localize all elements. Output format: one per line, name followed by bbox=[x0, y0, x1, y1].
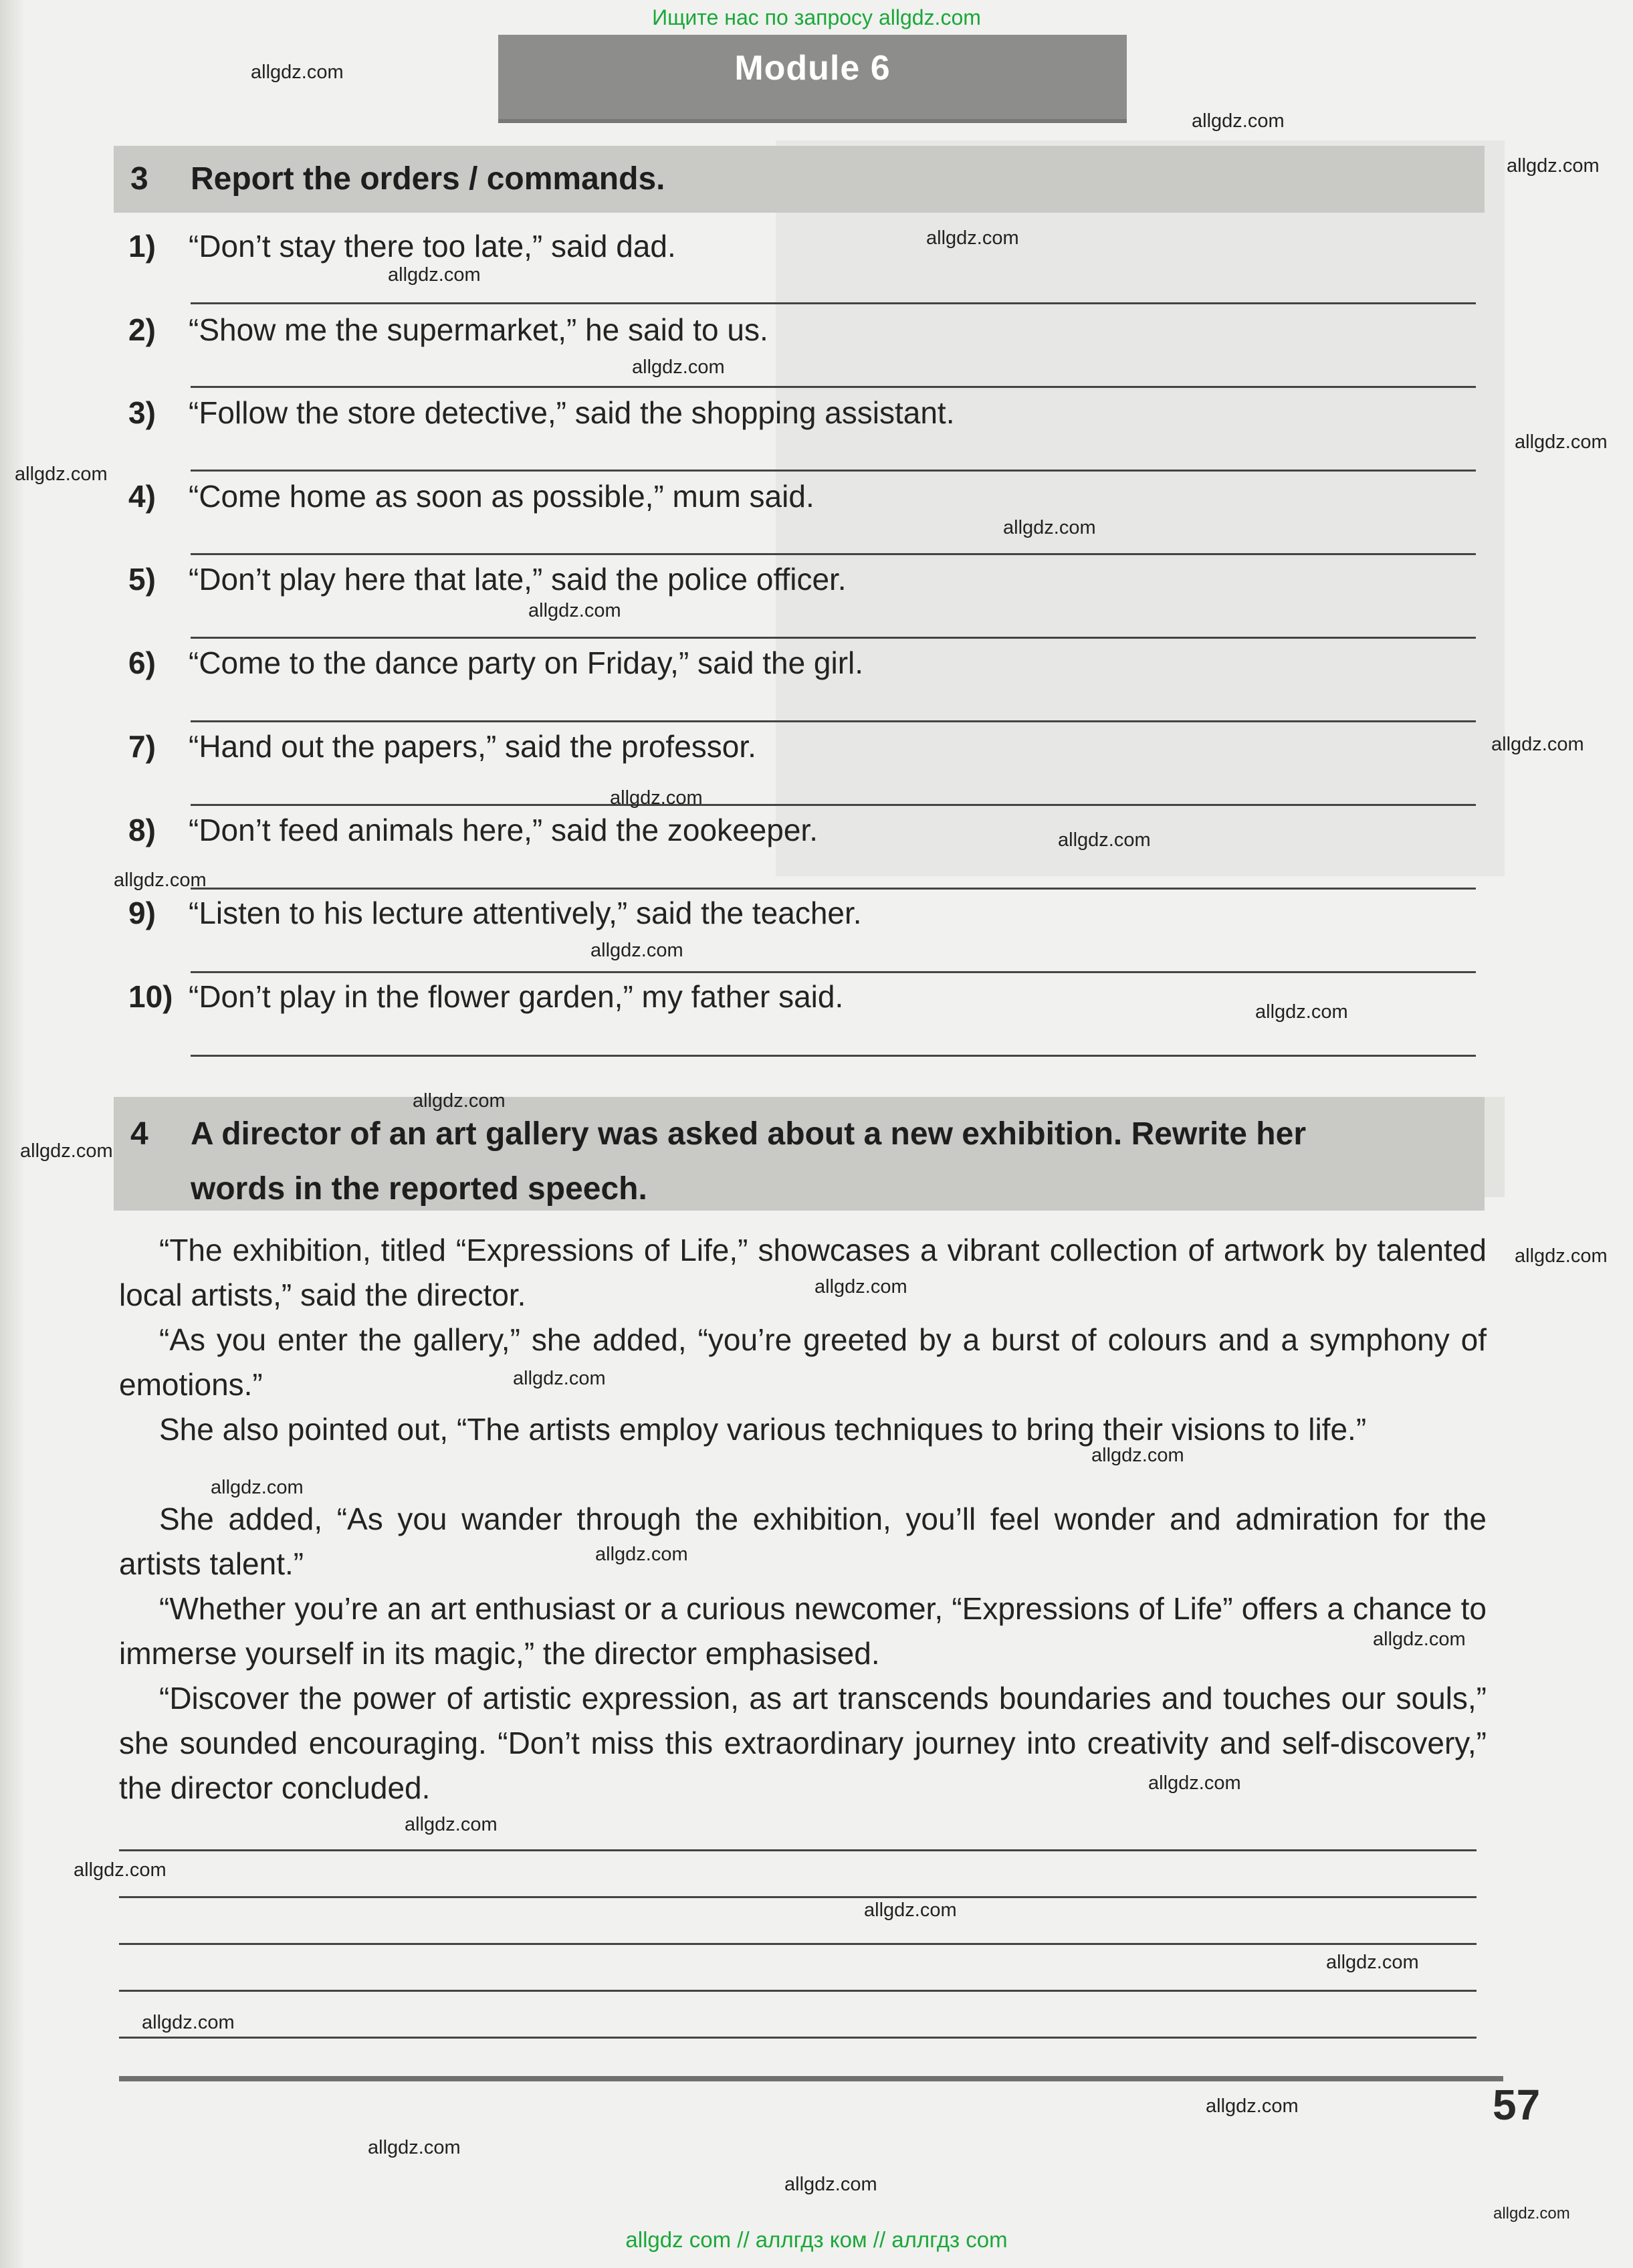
watermark: allgdz.com bbox=[1326, 1952, 1419, 1973]
top-banner[interactable]: Ищите нас по запросу allgdz.com bbox=[652, 5, 981, 29]
item-number: 7) bbox=[128, 729, 156, 764]
watermark: allgdz.com bbox=[20, 1140, 113, 1162]
watermark: allgdz.com bbox=[1493, 2204, 1570, 2223]
answer-line-6[interactable] bbox=[191, 720, 1476, 722]
item-text: “Don’t play here that late,” said the police officer. bbox=[189, 562, 847, 597]
answer-line-7[interactable] bbox=[191, 804, 1476, 806]
exercise-3-item bbox=[128, 311, 768, 348]
item-text: “Show me the supermarket,” he said to us. bbox=[189, 312, 768, 347]
watermark: allgdz.com bbox=[1058, 829, 1151, 851]
answer-line-3[interactable] bbox=[191, 470, 1476, 472]
item-text: “Don’t feed animals here,” said the zookeeper. bbox=[189, 813, 818, 847]
watermark: allgdz.com bbox=[413, 1090, 506, 1112]
watermark: allgdz.com bbox=[926, 227, 1019, 249]
watermark: allgdz.com bbox=[211, 1477, 304, 1498]
page-edge-shadow bbox=[0, 0, 25, 2268]
answer-line-ex4-1[interactable] bbox=[119, 1849, 1477, 1851]
watermark: allgdz.com bbox=[864, 1899, 957, 1921]
watermark: allgdz.com bbox=[368, 2137, 461, 2158]
watermark: allgdz.com bbox=[590, 940, 683, 961]
exercise-3-item bbox=[128, 394, 955, 431]
watermark: allgdz.com bbox=[1206, 2095, 1299, 2117]
exercise-4-title-line-2: words in the reported speech. bbox=[191, 1171, 647, 1207]
exercise-3-title: Report the orders / commands. bbox=[191, 161, 665, 197]
bleed-through-area bbox=[776, 140, 1505, 876]
exercise-3-item bbox=[128, 811, 818, 849]
item-number: 3) bbox=[128, 395, 156, 430]
exercise-4-paragraph: She also pointed out, “The artists employ various techniques to bring their visions to life.” bbox=[159, 1412, 1367, 1447]
bottom-banner[interactable]: allgdz com // аллгдз ком // аллгдз com bbox=[625, 2227, 1008, 2252]
watermark: allgdz.com bbox=[595, 1544, 688, 1565]
watermark: allgdz.com bbox=[513, 1368, 606, 1389]
watermark: allgdz.com bbox=[251, 62, 344, 83]
page-number: 57 bbox=[1493, 2081, 1541, 2129]
exercise-3-item bbox=[128, 478, 814, 515]
item-number: 1) bbox=[128, 229, 156, 264]
exercise-3-number: 3 bbox=[130, 161, 148, 197]
watermark: allgdz.com bbox=[74, 1859, 167, 1881]
exercise-3-item bbox=[128, 227, 676, 265]
item-number: 6) bbox=[128, 645, 156, 680]
watermark: allgdz.com bbox=[1255, 1001, 1348, 1023]
watermark: allgdz.com bbox=[388, 264, 481, 286]
exercise-3-item bbox=[128, 894, 862, 932]
exercise-3-item bbox=[128, 978, 843, 1015]
item-number: 8) bbox=[128, 813, 156, 847]
watermark: allgdz.com bbox=[1507, 155, 1600, 177]
item-number: 4) bbox=[128, 479, 156, 514]
footer-rule bbox=[119, 2076, 1503, 2081]
answer-line-9[interactable] bbox=[191, 971, 1476, 973]
answer-line-1[interactable] bbox=[191, 302, 1476, 304]
watermark: allgdz.com bbox=[1091, 1445, 1184, 1466]
watermark: allgdz.com bbox=[784, 2174, 877, 2195]
answer-line-5[interactable] bbox=[191, 637, 1476, 639]
watermark: allgdz.com bbox=[1192, 110, 1285, 132]
item-text: “Listen to his lecture attentively,” said the teacher. bbox=[189, 896, 862, 930]
item-text: “Don’t play in the flower garden,” my father said. bbox=[189, 979, 844, 1014]
answer-line-2[interactable] bbox=[191, 386, 1476, 388]
watermark: allgdz.com bbox=[610, 787, 703, 809]
item-text: “Come home as soon as possible,” mum said. bbox=[189, 479, 814, 514]
exercise-3-item bbox=[128, 644, 863, 682]
watermark: allgdz.com bbox=[114, 869, 207, 891]
watermark: allgdz.com bbox=[1515, 1245, 1608, 1267]
item-number: 10) bbox=[128, 979, 173, 1014]
exercise-3-item bbox=[128, 560, 847, 598]
module-title: Module 6 bbox=[734, 49, 891, 88]
exercise-4-number: 4 bbox=[130, 1116, 148, 1152]
item-number: 5) bbox=[128, 562, 156, 597]
item-number: 9) bbox=[128, 896, 156, 930]
item-text: “Come to the dance party on Friday,” said the girl. bbox=[189, 645, 864, 680]
answer-line-4[interactable] bbox=[191, 553, 1476, 555]
answer-line-8[interactable] bbox=[191, 888, 1476, 890]
watermark: allgdz.com bbox=[1003, 517, 1096, 538]
watermark: allgdz.com bbox=[632, 356, 725, 378]
watermark: allgdz.com bbox=[142, 2012, 235, 2033]
item-number: 2) bbox=[128, 312, 156, 347]
item-text: “Hand out the papers,” said the professor. bbox=[189, 729, 756, 764]
answer-line-ex4-4[interactable] bbox=[119, 1990, 1477, 1992]
exercise-4-paragraph: “The exhibition, titled “Expressions of Life,” showcases a vibrant collection of artwork by talented local artists,” said the director. bbox=[119, 1233, 1487, 1312]
exercise-4-paragraph: She added, “As you wander through the exhibition, you’ll feel wonder and admiration for the artists talent.” bbox=[119, 1502, 1487, 1581]
watermark: allgdz.com bbox=[528, 600, 621, 621]
watermark: allgdz.com bbox=[15, 463, 108, 485]
watermark: allgdz.com bbox=[1515, 431, 1608, 453]
watermark: allgdz.com bbox=[1491, 734, 1584, 755]
watermark: allgdz.com bbox=[405, 1814, 498, 1835]
module-header bbox=[498, 35, 1127, 123]
exercise-4-paragraph: “As you enter the gallery,” she added, “you’re greeted by a burst of colours and a symphony of emotions.” bbox=[119, 1322, 1487, 1402]
answer-line-ex4-5[interactable] bbox=[119, 2037, 1477, 2039]
exercise-4-title-line-1: A director of an art gallery was asked about a new exhibition. Rewrite her bbox=[191, 1116, 1306, 1152]
watermark: allgdz.com bbox=[1148, 1772, 1241, 1794]
watermark: allgdz.com bbox=[1373, 1629, 1466, 1650]
exercise-4-paragraph: “Discover the power of artistic expression, as art transcends boundaries and touches our souls,” she sounded encouraging. “Don’t miss this extraordinary journey into creativity and self-discovery,” the director concluded. bbox=[119, 1681, 1487, 1805]
exercise-4-paragraph: “Whether you’re an art enthusiast or a curious newcomer, “Expressions of Life” offers a chance to immerse yourself in its magic,” the director emphasised. bbox=[119, 1591, 1487, 1671]
watermark: allgdz.com bbox=[814, 1276, 907, 1298]
item-text: “Follow the store detective,” said the shopping assistant. bbox=[189, 395, 955, 430]
answer-line-ex4-2[interactable] bbox=[119, 1896, 1477, 1898]
item-text: “Don’t stay there too late,” said dad. bbox=[189, 229, 676, 264]
exercise-3-item bbox=[128, 728, 756, 765]
answer-line-ex4-3[interactable] bbox=[119, 1943, 1477, 1945]
answer-line-10[interactable] bbox=[191, 1055, 1476, 1057]
